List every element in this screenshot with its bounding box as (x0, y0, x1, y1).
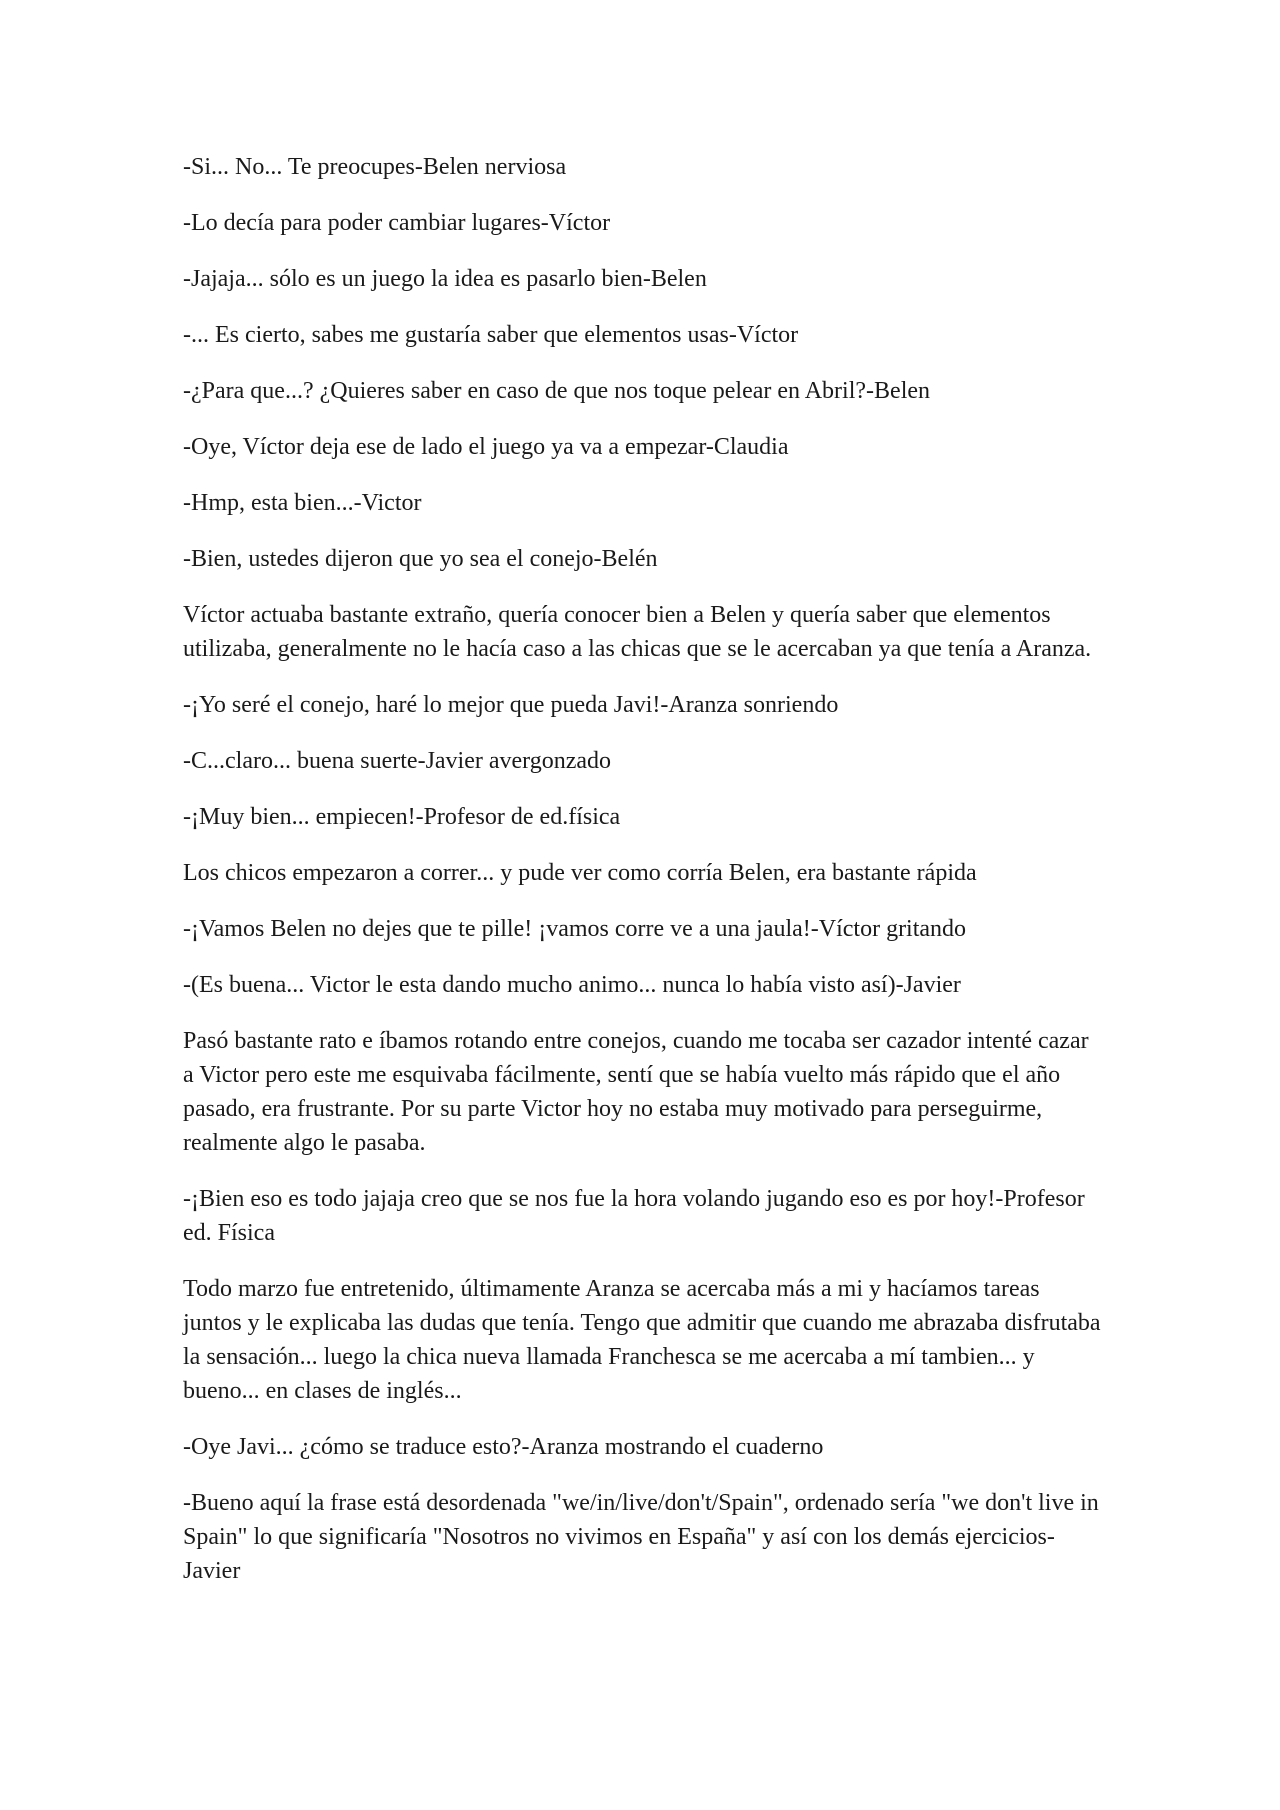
paragraph: -(Es buena... Victor le esta dando mucho animo... nunca lo había visto así)-Javier (183, 972, 961, 998)
paragraph: -Lo decía para poder cambiar lugares-Víctor (183, 210, 611, 236)
paragraph: -¡Muy bien... empiecen!-Profesor de ed.física (183, 804, 621, 830)
paragraph: -Bueno aquí la frase está desordenada "we/in/live/don't/Spain", ordenado sería "we don't live in Spain" lo que significaría "Nosotros no vivimos en España" y así con los demás ejercicios-Javier (183, 1490, 1099, 1584)
paragraph: -... Es cierto, sabes me gustaría saber que elementos usas-Víctor (183, 322, 799, 348)
paragraph: -¡Bien eso es todo jajaja creo que se nos fue la hora volando jugando eso es por hoy!-Profesor ed. Física (183, 1186, 1085, 1246)
paragraph: -Jajaja... sólo es un juego la idea es pasarlo bien-Belen (183, 266, 707, 292)
paragraph: -¡Yo seré el conejo, haré lo mejor que pueda Javi!-Aranza sonriendo (183, 692, 839, 718)
paragraph: -Si... No... Te preocupes-Belen nerviosa (183, 154, 567, 180)
paragraph: -C...claro... buena suerte-Javier avergonzado (183, 748, 612, 774)
paragraph: -¿Para que...? ¿Quieres saber en caso de que nos toque pelear en Abril?-Belen (183, 378, 931, 404)
paragraph: Todo marzo fue entretenido, últimamente Aranza se acercaba más a mi y hacíamos tareas juntos y le explicaba las dudas que tenía. Tengo que admitir que cuando me abrazaba disfrutaba la sensación... luego la chica nueva llamada Franchesca se me acercaba a mí tambien... y bueno... en clases de inglés... (183, 1276, 1101, 1404)
paragraph: -¡Vamos Belen no dejes que te pille! ¡vamos corre ve a una jaula!-Víctor gritando (183, 916, 967, 942)
paragraph: -Bien, ustedes dijeron que yo sea el conejo-Belén (183, 546, 658, 572)
paragraph: -Hmp, esta bien...-Victor (183, 490, 422, 516)
paragraph: Pasó bastante rato e íbamos rotando entre conejos, cuando me tocaba ser cazador intenté cazar a Victor pero este me esquivaba fácilmente, sentí que se había vuelto más rápido que el año pasado, era frustrante. Por su parte Victor hoy no estaba muy motivado para perseguirme, realmente algo le pasaba. (183, 1028, 1089, 1156)
paragraph: -Oye, Víctor deja ese de lado el juego ya va a empezar-Claudia (183, 434, 789, 460)
document-body (183, 150, 1103, 1610)
paragraph: Los chicos empezaron a correr... y pude ver como corría Belen, era bastante rápida (183, 860, 977, 886)
paragraph: -Oye Javi... ¿cómo se traduce esto?-Aranza mostrando el cuaderno (183, 1434, 824, 1460)
paragraph: Víctor actuaba bastante extraño, quería conocer bien a Belen y quería saber que elementos utilizaba, generalmente no le hacía caso a las chicas que se le acercaban ya que tenía a Aranza. (183, 602, 1092, 662)
